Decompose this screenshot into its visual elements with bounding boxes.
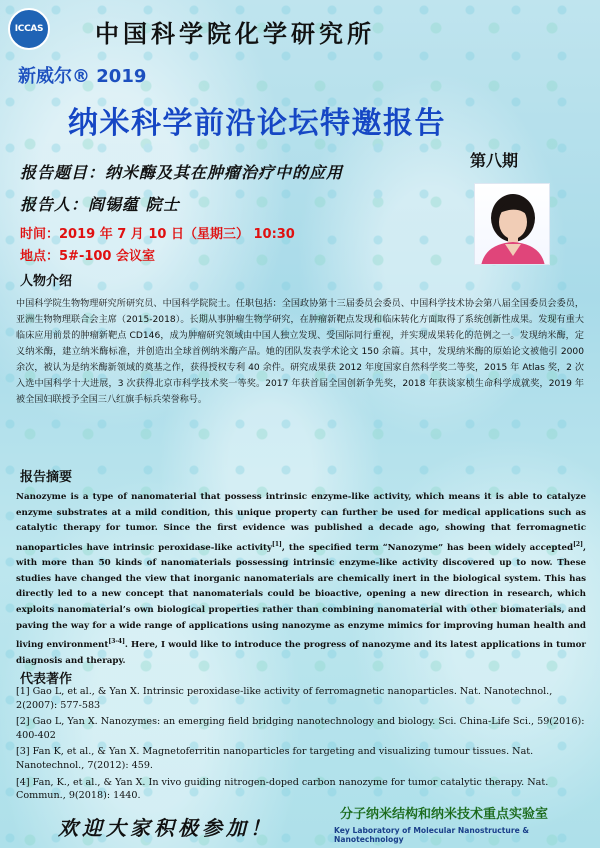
lab-name-chinese: 分子纳米结构和纳米技术重点实验室: [340, 807, 549, 822]
institute-name: 中国科学院化学研究所: [95, 19, 375, 48]
lab-name-english: Key Laboratory of Molecular Nanostructure & Nanotechnology: [334, 826, 529, 844]
talk-time: 时间：2019 年 7 月 10 日（星期三） 10:30: [20, 227, 295, 242]
abstract-part-2: , the specified term “Nanozyme” has been widely accepted: [281, 542, 574, 553]
logo-text: ICCAS: [14, 24, 44, 34]
abstract-part-4: . Here, I would like to introduce the progress of nanozyme and its latest applications in tumor diagnosis and therapy.: [16, 640, 587, 666]
publication-item: [3] Fan K, et al., & Yan X. Magnetoferritin nanoparticles for targeting and visualizing tumour tissues. Nat. Nanotechnol., 7(2012): 459.: [16, 746, 534, 771]
abstract-part-1: Nanozyme is a type of nanomaterial that possess intrinsic enzyme-like activity, which means it is able to catalyze enzyme substrates at a mild condition, this unique property can further be used for medical applications such as catalytic therapy for tumor. Since the first evidence was published a decade ago, showing that ferromagnetic nanoparticles have intrinsic peroxidase-like activity: [16, 492, 586, 553]
poster-title: 纳米科学前沿论坛特邀报告: [68, 106, 446, 141]
abstract-text: [16, 490, 586, 669]
welcome-slogan: 欢迎大家积极参加！: [58, 816, 274, 840]
talk-speaker: 报告人：阎锡蕴 院士: [20, 195, 180, 214]
abstract-citation-1: [1]: [272, 540, 282, 548]
abstract-citation-2: [2]: [573, 540, 583, 548]
publication-item: [1] Gao L, et al., & Yan X. Intrinsic peroxidase-like activity of ferromagnetic nanoparticles. Nat. Nanotechnol., 2(2007): 577-583: [16, 686, 553, 711]
publications-heading: 代表著作: [20, 672, 73, 687]
issue-number: 第八期: [470, 151, 519, 170]
bio-text: 中国科学院生物物理研究所研究员、中国科学院院士。任职包括：全国政协第十三届委员会委员、中国科学技术协会第八届全国委员会委员，亚洲生物物理联合会主席（2015-2018）。长期从事肿瘤生物学研究，在肿瘤新靶点发现和临床转化方面取得了系统创新性成果。发现有重大临床应用前景的肿瘤新靶点 CD146，成为肿瘤研究领域由中国人独立发现、受国际同行重视，并实现成果转化的范例之一。发现纳米酶，定义纳米酶，建立纳米酶标准，并创造出全球首例纳米酶产品。她的团队发表学术论文 150 余篇。其中，发现纳米酶的原始论文被他引 2000 余次，被认为是纳米酶新领域的奠基之作，获得授权专利 40 余件。研究成果获 2012 年度国家自然科学奖二等奖，2015 年 Atlas 奖，2 次入选中国科学十大进展，3 次获得北京市科学技术奖一等奖。2017 年获首届全国创新争先奖，2018 年获谈家桢生命科学成就奖，2019 年被全国妇联授予全国三八红旗手标兵荣誉称号。: [16, 299, 584, 405]
abstract-citation-3: [3-4]: [108, 638, 125, 646]
talk-topic: 报告题目：纳米酶及其在肿瘤治疗中的应用: [20, 163, 344, 182]
speaker-portrait-icon: [475, 184, 550, 265]
bio-heading: 人物介绍: [20, 274, 73, 289]
abstract-part-3: , with more than 50 kinds of nanomaterials possessing intrinsic enzyme-like activity discovered up to now. These studies have changed the view that inorganic nanomaterials are chemically inert in the biological system. This has directly led to a new concept that nanomaterials could be bioactive, opening a new direction in research, which exploits nanomaterial’s own biological properties rather than combining nanomaterial with other biomaterials, and paving the way for a wide range of applications using nanozyme as enzyme mimics for improving human health and living environment: [16, 542, 586, 651]
iccas-logo-icon: [8, 8, 50, 50]
speaker-photo: [474, 183, 550, 265]
talk-place: 地点：5#-100 会议室: [20, 249, 155, 264]
sponsor-line: 新威尔® 2019: [18, 66, 147, 87]
publication-item: [4] Fan, K., et al., & Yan X. In vivo guiding nitrogen-doped carbon nanozyme for tumor catalytic therapy. Nat. Commun., 9(2018): 1440.: [16, 776, 549, 802]
abstract-heading: 报告摘要: [20, 470, 73, 485]
publication-item: [2] Gao L, Yan X. Nanozymes: an emerging field bridging nanotechnology and biology. Sci. China-Life Sci., 59(2016): 400-402: [16, 716, 585, 741]
publications-list: [16, 685, 586, 806]
